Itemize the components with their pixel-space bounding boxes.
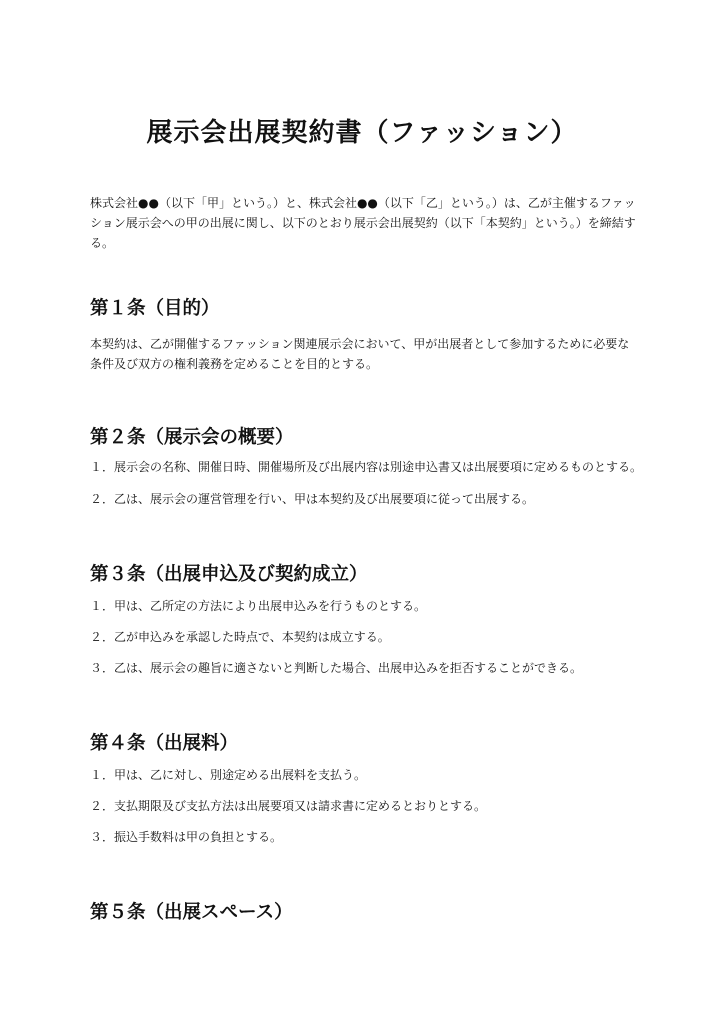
article-2-clause-1: １．展示会の名称、開催日時、開催場所及び出展内容は別途申込書又は出展要項に定めるものとする。 <box>90 460 643 474</box>
article-2-heading: 第２条（展示会の概要） <box>90 427 294 448</box>
article-1-heading: 第１条（目的） <box>90 298 220 319</box>
article-3-clause-2: ２．乙が申込みを承認した時点で、本契約は成立する。 <box>90 630 390 644</box>
article-3-clause-1: １．甲は、乙所定の方法により出展申込みを行うものとする。 <box>90 599 427 613</box>
article-2-clause-2: ２．乙は、展示会の運営管理を行い、甲は本契約及び出展要項に従って出展する。 <box>90 492 535 506</box>
article-3-heading: 第３条（出展申込及び契約成立） <box>90 564 368 585</box>
article-4-clause-2: ２．支払期限及び支払方法は出展要項又は請求書に定めるとおりとする。 <box>90 799 487 813</box>
article-4-clause-3: ３．振込手数料は甲の負担とする。 <box>90 830 283 844</box>
article-5-heading: 第５条（出展スペース） <box>90 902 293 923</box>
article-3-clause-3: ３．乙は、展示会の趣旨に適さないと判断した場合、出展申込みを拒否することができる。 <box>90 661 583 675</box>
article-4-clause-1: １．甲は、乙に対し、別途定める出展料を支払う。 <box>90 768 367 782</box>
document-title: 展示会出展契約書（ファッション） <box>146 118 578 148</box>
article-4-heading: 第４条（出展料） <box>90 733 239 754</box>
article-1-text: 本契約は、乙が開催するファッション関連展示会において、甲が出展者として参加するために必要な条件及び双方の権利義務を定めることを目的とする。 <box>90 337 630 371</box>
document-intro: 株式会社●●（以下「甲」という。）と、株式会社●●（以下「乙」という。）は、乙が主催するファッション展示会への甲の出展に関し、以下のとおり展示会出展契約（以下「本契約」という。）を締結する。 <box>90 196 636 250</box>
